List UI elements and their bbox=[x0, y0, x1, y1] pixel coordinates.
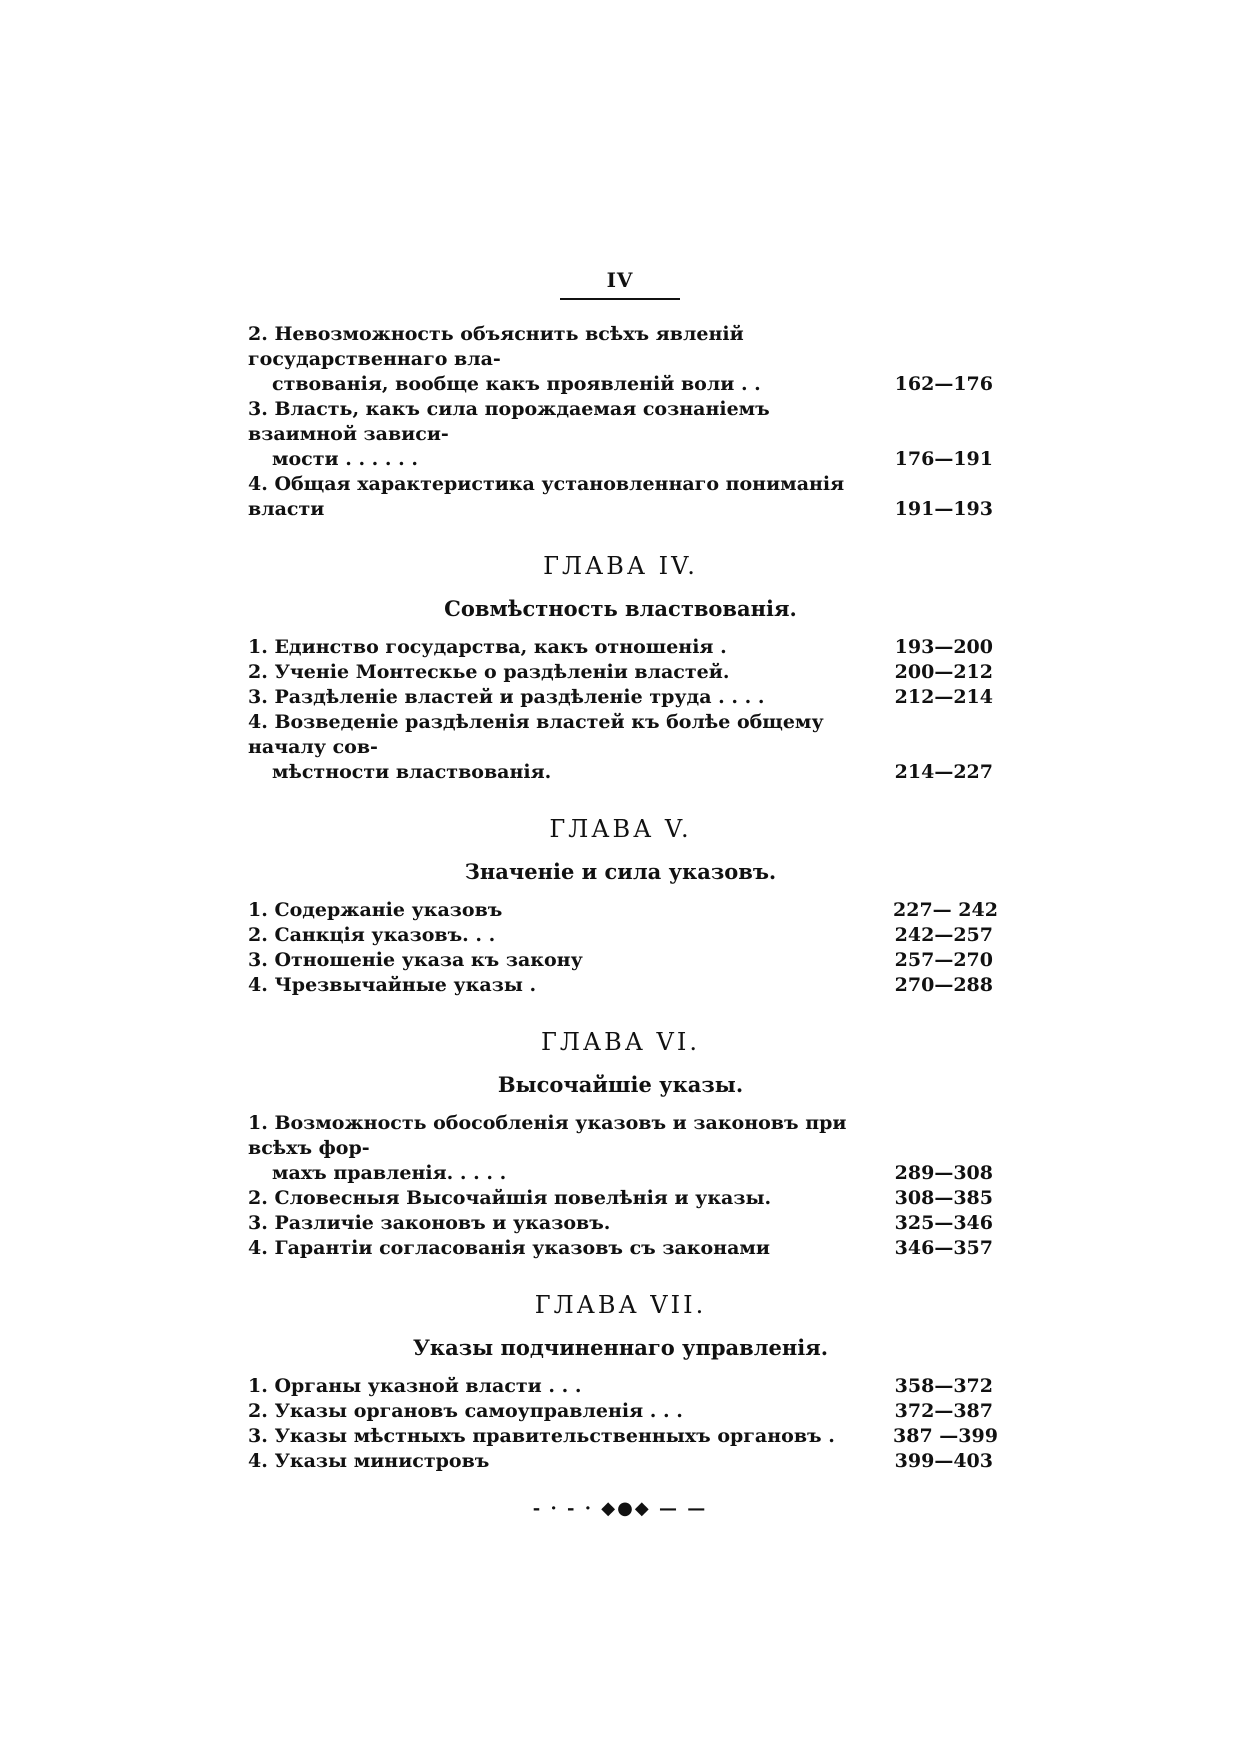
toc-entry bbox=[248, 635, 993, 660]
toc-entry-title bbox=[248, 710, 893, 785]
toc-entry-title bbox=[248, 685, 893, 710]
toc-entry-title bbox=[248, 898, 893, 923]
toc-entry bbox=[248, 973, 993, 998]
toc-entry bbox=[248, 685, 993, 710]
toc-entry-title bbox=[248, 1399, 893, 1424]
toc-entry bbox=[248, 923, 993, 948]
chapter-section bbox=[248, 552, 993, 785]
chapter-title: Высочайшіе указы. bbox=[497, 1072, 744, 1097]
toc-entry-pages: 372—387 bbox=[894, 1400, 993, 1422]
toc-entry-pages: 325—346 bbox=[894, 1212, 993, 1234]
toc-entry bbox=[248, 948, 993, 973]
chapter-heading: ГЛАВА VI. bbox=[541, 1028, 700, 1056]
toc-entry-pages: 191—193 bbox=[894, 498, 993, 520]
toc-entry-line: 4. Указы министровъ bbox=[248, 1450, 490, 1472]
toc-entry-pages: 212—214 bbox=[894, 686, 993, 708]
toc-entry-line: 1. Органы указной власти . . . bbox=[248, 1375, 582, 1397]
toc-entry bbox=[248, 1236, 993, 1261]
toc-entry-title bbox=[248, 1424, 893, 1449]
toc-entry-line: 1. Содержаніе указовъ bbox=[248, 899, 503, 921]
toc-entry-line: 2. Указы органовъ самоуправленія . . . bbox=[248, 1400, 683, 1422]
toc-entry bbox=[248, 1424, 998, 1449]
toc-entry-line: 4. Возведеніе раздѣленія властей къ болѣе общему началу сов- bbox=[248, 711, 824, 758]
toc-entry-line: 2. Словесныя Высочайшія повелѣнія и указы. bbox=[248, 1187, 772, 1209]
intro-section bbox=[248, 322, 993, 522]
page-number: IV bbox=[606, 268, 634, 292]
chapter-section bbox=[248, 1291, 998, 1474]
toc-entry-title bbox=[248, 1374, 893, 1399]
chapter-heading: ГЛАВА IV. bbox=[543, 552, 698, 580]
toc-entry-pages: 358—372 bbox=[894, 1375, 993, 1397]
toc-entry-pages: 193—200 bbox=[894, 636, 993, 658]
toc-entry-title bbox=[248, 973, 893, 998]
table-of-contents bbox=[248, 322, 998, 1474]
toc-entry-title bbox=[248, 635, 893, 660]
toc-entry-line: ствованія, вообще какъ проявленій воли . . bbox=[272, 373, 761, 395]
toc-entry-line: мѣстности властвованія. bbox=[272, 761, 552, 783]
toc-entry bbox=[248, 1186, 993, 1211]
toc-entry bbox=[248, 1111, 993, 1186]
chapter-section bbox=[248, 1028, 993, 1261]
toc-entry-title bbox=[248, 948, 893, 973]
chapter-section bbox=[248, 815, 998, 998]
toc-entry-pages: 346—357 bbox=[894, 1237, 993, 1259]
toc-entry-line: 1. Единство государства, какъ отношенія . bbox=[248, 636, 727, 658]
toc-entry-pages: 214—227 bbox=[894, 761, 993, 783]
toc-entry bbox=[248, 710, 993, 785]
toc-entry-pages: 270—288 bbox=[894, 974, 993, 996]
toc-entry bbox=[248, 1211, 993, 1236]
toc-entry-pages: 399—403 bbox=[894, 1450, 993, 1472]
toc-entry bbox=[248, 1374, 993, 1399]
toc-entry-title bbox=[248, 322, 893, 397]
toc-entry-title bbox=[248, 660, 893, 685]
toc-entry bbox=[248, 1399, 993, 1424]
toc-entry-pages: 289—308 bbox=[894, 1162, 993, 1184]
page-number-rule bbox=[560, 298, 680, 300]
toc-entry-line: махъ правленія. . . . . bbox=[272, 1162, 507, 1184]
chapter-heading: ГЛАВА VII. bbox=[534, 1291, 707, 1319]
toc-entry-title bbox=[248, 1236, 893, 1261]
toc-entry bbox=[248, 1449, 993, 1474]
toc-entry-line: мости . . . . . . bbox=[272, 448, 418, 470]
toc-entry bbox=[248, 660, 993, 685]
toc-entry-title bbox=[248, 923, 893, 948]
toc-entry-title bbox=[248, 1186, 893, 1211]
toc-entry-title bbox=[248, 472, 893, 522]
toc-entry-pages: 257—270 bbox=[894, 949, 993, 971]
chapter-title: Совмѣстность властвованія. bbox=[444, 596, 797, 621]
toc-entry-pages: 227— 242 bbox=[893, 899, 998, 921]
toc-entry-pages: 200—212 bbox=[894, 661, 993, 683]
toc-entry-line: 3. Указы мѣстныхъ правительственныхъ органовъ . bbox=[248, 1425, 835, 1447]
ornament-divider: - · - · ◆●◆ — — bbox=[532, 1498, 708, 1519]
toc-entry-line: 3. Отношеніе указа къ закону bbox=[248, 949, 583, 971]
toc-entry-title bbox=[248, 397, 893, 472]
toc-entry bbox=[248, 322, 993, 397]
chapter-heading: ГЛАВА V. bbox=[549, 815, 692, 843]
toc-entry bbox=[248, 397, 993, 472]
toc-entry-pages: 162—176 bbox=[894, 373, 993, 395]
toc-entry-line: 3. Власть, какъ сила порождаемая сознаніемъ взаимной зависи- bbox=[248, 398, 770, 445]
toc-entry-pages: 176—191 bbox=[894, 448, 993, 470]
toc-entry-line: 1. Возможность обособленія указовъ и законовъ при всѣхъ фор- bbox=[248, 1112, 847, 1159]
toc-entry-title bbox=[248, 1111, 893, 1186]
toc-entry-line: 2. Ученіе Монтескье о раздѣленіи властей. bbox=[248, 661, 730, 683]
chapter-title: Значеніе и сила указовъ. bbox=[464, 859, 777, 884]
toc-entry-line: 2. Санкція указовъ. . . bbox=[248, 924, 496, 946]
chapter-title: Указы подчиненнаго управленія. bbox=[412, 1335, 829, 1360]
toc-entry-line: 3. Раздѣленіе властей и раздѣленіе труда . . . . bbox=[248, 686, 765, 708]
toc-entry-pages: 387 —399 bbox=[893, 1425, 998, 1447]
toc-entry bbox=[248, 898, 998, 923]
toc-entry-line: 4. Общая характеристика установленнаго пониманія власти bbox=[248, 473, 845, 520]
toc-entry-pages: 308—385 bbox=[894, 1187, 993, 1209]
toc-entry-title bbox=[248, 1449, 893, 1474]
toc-entry-pages: 242—257 bbox=[894, 924, 993, 946]
toc-entry-line: 2. Невозможность объяснить всѣхъ явленій государственнаго вла- bbox=[248, 323, 744, 370]
toc-entry-line: 4. Гарантіи согласованія указовъ съ законами bbox=[248, 1237, 770, 1259]
toc-entry-line: 4. Чрезвычайные указы . bbox=[248, 974, 537, 996]
toc-entry bbox=[248, 472, 993, 522]
toc-entry-line: 3. Различіе законовъ и указовъ. bbox=[248, 1212, 611, 1234]
toc-entry-title bbox=[248, 1211, 893, 1236]
